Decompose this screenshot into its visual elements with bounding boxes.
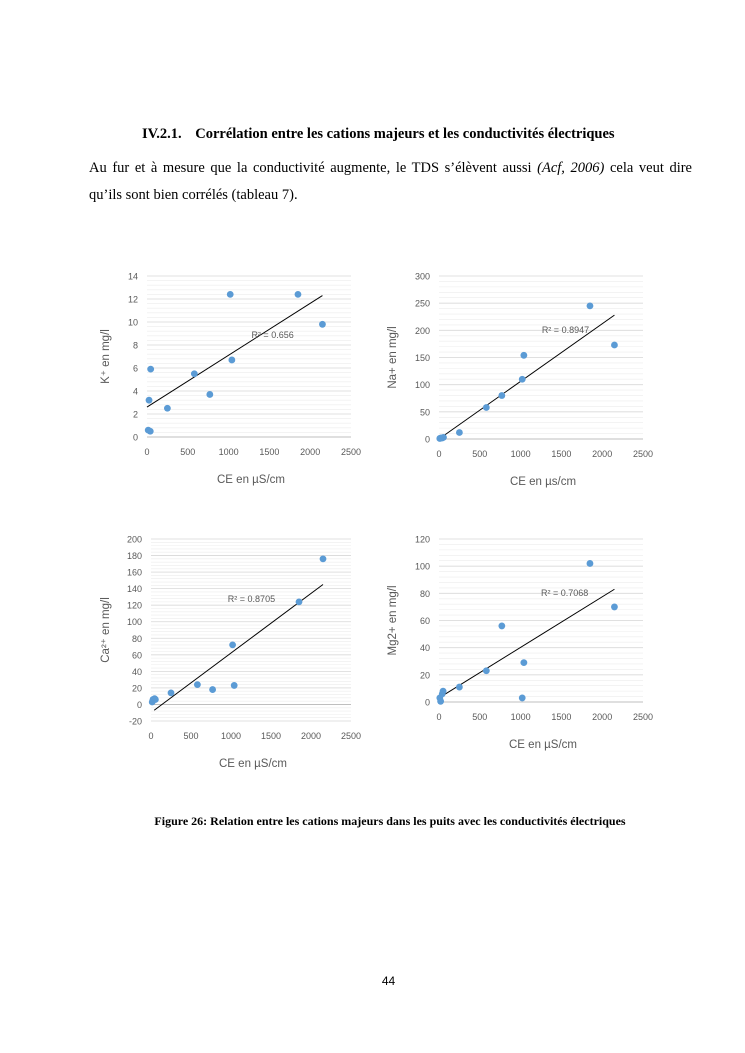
chart-mg-vs-ce [382, 530, 657, 765]
data-point [168, 689, 175, 696]
x-tick-label: 2000 [592, 449, 613, 459]
chart-ca-vs-ce [95, 530, 370, 770]
data-point [209, 686, 216, 693]
x-tick-label: 2000 [300, 731, 322, 741]
y-tick-label: 14 [127, 271, 138, 282]
data-point [229, 641, 236, 648]
y-tick-label: -20 [128, 716, 142, 727]
data-point [483, 667, 490, 674]
y-tick-label: 200 [414, 325, 430, 336]
y-tick-label: 60 [419, 616, 430, 626]
y-tick-label: 8 [132, 340, 138, 351]
y-tick-label: 4 [132, 386, 138, 397]
data-point [519, 376, 526, 383]
y-tick-label: 40 [419, 643, 430, 654]
x-tick-label: 2500 [340, 447, 362, 457]
paragraph-text-b: cela veut dire [604, 160, 692, 176]
y-tick-label: 120 [126, 600, 142, 611]
y-axis-title: Ca²⁺ en mg/l [100, 597, 112, 663]
x-tick-label: 0 [144, 447, 150, 457]
r-squared-label: R² = 0.656 [251, 330, 294, 341]
trendline [147, 296, 322, 408]
x-axis-title: CE en µS/cm [509, 739, 577, 751]
y-tick-label: 100 [414, 561, 430, 572]
x-axis-title: CE en µS/cm [219, 758, 287, 770]
data-point [320, 555, 327, 562]
x-axis-title: CE en µS/cm [217, 474, 285, 486]
y-tick-label: 0 [132, 432, 138, 443]
data-point [498, 623, 505, 630]
x-tick-label: 1000 [218, 447, 239, 457]
data-point [164, 405, 171, 412]
y-axis-title: K⁺ en mg/l [100, 329, 112, 384]
data-point [520, 352, 527, 359]
x-tick-label: 0 [436, 712, 442, 722]
x-tick-label: 0 [148, 731, 154, 741]
chart-k-vs-ce [95, 262, 370, 497]
data-point [295, 291, 302, 298]
data-point [296, 598, 303, 605]
data-point [191, 370, 198, 377]
section-title: Corrélation entre les cations majeurs et les conductivités électriques [195, 126, 615, 142]
data-point [440, 434, 447, 441]
y-tick-label: 160 [126, 567, 142, 578]
x-tick-label: 2500 [340, 731, 362, 741]
x-tick-label: 1000 [510, 712, 531, 722]
x-tick-label: 500 [472, 449, 488, 459]
x-tick-label: 1500 [551, 712, 572, 722]
y-tick-label: 0 [424, 697, 430, 708]
x-tick-label: 1000 [510, 449, 531, 459]
data-point [498, 392, 505, 399]
chart-na-vs-ce [382, 262, 657, 497]
figure-caption: Figure 26: Relation entre les cations majeurs dans les puits avec les conductivités électriques [154, 814, 626, 828]
data-point [146, 397, 153, 404]
data-point [206, 391, 213, 398]
body-paragraph [89, 155, 692, 209]
y-tick-label: 10 [127, 317, 138, 328]
section-number: IV.2.1. [142, 126, 182, 142]
y-tick-label: 100 [414, 380, 430, 391]
data-point [227, 291, 234, 298]
data-point [147, 428, 154, 435]
x-tick-label: 2000 [300, 447, 321, 457]
y-tick-label: 40 [131, 666, 142, 677]
r-squared-label: R² = 0.8705 [227, 593, 276, 604]
y-tick-label: 140 [126, 584, 142, 595]
y-tick-label: 300 [414, 271, 430, 282]
y-tick-label: 60 [131, 650, 142, 661]
x-tick-label: 2500 [632, 449, 654, 459]
y-tick-label: 250 [414, 298, 430, 309]
y-tick-label: 6 [132, 363, 138, 374]
data-point [519, 695, 526, 702]
paragraph-line-1 [89, 155, 692, 182]
r-squared-label: R² = 0.7068 [541, 588, 589, 599]
data-point [483, 404, 490, 411]
data-point [231, 682, 238, 689]
data-point [611, 342, 618, 349]
x-tick-label: 500 [472, 712, 488, 722]
y-tick-label: 80 [131, 633, 142, 644]
y-tick-label: 200 [126, 534, 142, 545]
x-tick-label: 2500 [632, 712, 654, 722]
r-squared-label: R² = 0.8947 [541, 325, 590, 336]
x-tick-label: 1500 [259, 447, 280, 457]
paragraph-text-a: Au fur et à mesure que la conductivité augmente, le TDS s’élèvent aussi [89, 160, 538, 176]
y-tick-label: 100 [126, 617, 142, 628]
data-point [520, 659, 527, 666]
data-point [587, 302, 594, 309]
y-tick-label: 50 [419, 407, 430, 418]
y-tick-label: 0 [136, 699, 142, 710]
data-point [437, 698, 444, 705]
y-tick-label: 150 [414, 353, 430, 363]
y-tick-label: 120 [414, 534, 430, 545]
y-tick-label: 180 [126, 551, 142, 562]
data-point [194, 681, 201, 688]
x-tick-label: 500 [183, 731, 199, 741]
y-axis-title: Na+ en mg/l [387, 326, 399, 389]
data-point [456, 429, 463, 436]
y-tick-label: 80 [419, 588, 430, 599]
data-point [456, 684, 463, 691]
data-point [152, 696, 159, 703]
data-point [611, 604, 618, 611]
x-tick-label: 1500 [260, 731, 282, 741]
x-tick-label: 2000 [592, 712, 613, 722]
x-tick-label: 0 [436, 449, 442, 459]
data-point [147, 366, 154, 373]
citation: (Acf, 2006) [537, 160, 605, 176]
y-tick-label: 12 [127, 294, 138, 305]
data-point [587, 560, 594, 567]
page-number: 44 [381, 974, 396, 988]
y-tick-label: 0 [424, 434, 430, 445]
y-axis-title: Mg2+ en mg/l [387, 585, 399, 656]
y-tick-label: 2 [132, 409, 138, 420]
section-heading [142, 126, 615, 143]
y-tick-label: 20 [419, 670, 430, 681]
y-tick-label: 20 [131, 683, 142, 694]
x-axis-title: CE en µs/cm [509, 476, 577, 488]
x-tick-label: 1000 [220, 731, 242, 741]
data-point [319, 321, 326, 328]
data-point [228, 357, 235, 364]
x-tick-label: 1500 [551, 449, 572, 459]
x-tick-label: 500 [180, 447, 196, 457]
paragraph-line-2: qu’ils sont bien corrélés (tableau 7). [89, 187, 298, 203]
trendline [439, 589, 614, 698]
data-point [440, 688, 447, 695]
